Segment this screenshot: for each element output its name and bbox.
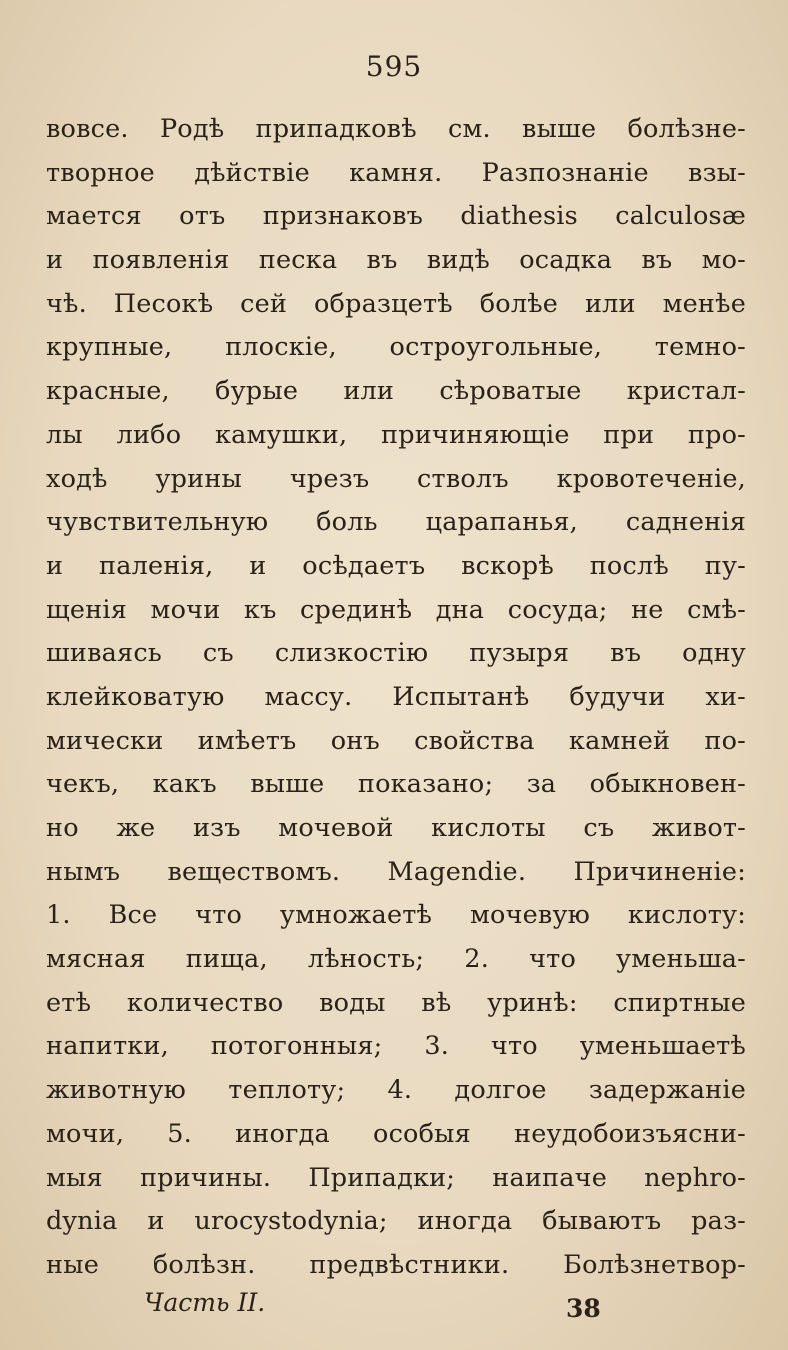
text-line: крупные, плоскіе, остроугольные, темно-	[46, 332, 746, 363]
text-line: чувствительную боль царапанья, садненія	[46, 507, 746, 538]
text-line: и появленія песка въ видѣ осадка въ мо-	[46, 245, 746, 276]
text-line: 1. Все что умножаетѣ мочевую кислоту:	[46, 900, 746, 931]
text-line: мочи, 5. иногда особыя неудобоизъясни-	[46, 1118, 746, 1149]
text-line: шиваясь съ слизкостію пузыря въ одну	[46, 638, 746, 669]
text-line: ходѣ урины чрезъ стволъ кровотеченіе,	[46, 463, 746, 494]
page-footer	[0, 1288, 788, 1328]
text-line: лы либо камушки, причиняющіе при про-	[46, 419, 746, 450]
text-line: и паленія, и осѣдаетъ вскорѣ послѣ пу-	[46, 550, 746, 581]
text-line: мясная пища, лѣность; 2. что уменьша-	[46, 944, 746, 975]
text-line: клейковатую массу. Испытанѣ будучи хи-	[46, 681, 746, 712]
text-line: напитки, потогонныя; 3. что уменьшаетѣ	[46, 1031, 746, 1062]
text-line: творное дѣйствіе камня. Разпознаніе взы-	[46, 157, 746, 188]
text-line: ные болѣзн. предвѣстники. Болѣзнетвор-	[46, 1249, 746, 1280]
body-text	[46, 108, 746, 1288]
text-line: чекъ, какъ выше показано; за обыкновен-	[46, 769, 746, 800]
text-line: животную теплоту; 4. долгое задержаніе	[46, 1075, 746, 1106]
sheet-number: 38	[566, 1294, 601, 1323]
text-line: dynia и urocystodynia; иногда бываютъ раз-	[46, 1206, 746, 1237]
text-line: етѣ количество воды вѣ уринѣ: спиртные	[46, 987, 746, 1018]
text-line: мается отъ признаковъ diathesis calculosæ	[46, 201, 746, 232]
page-number: 595	[365, 50, 423, 83]
text-line: щенія мочи къ срединѣ дна сосуда; не смѣ-	[46, 594, 746, 625]
text-line: вовсе. Родѣ припадковѣ см. выше болѣзне-	[46, 114, 746, 144]
text-line: мыя причины. Припадки; наипаче nephro-	[46, 1162, 746, 1193]
volume-signature: Часть II.	[144, 1288, 266, 1317]
text-line: но же изъ мочевой кислоты съ живот-	[46, 813, 746, 843]
text-line: мически имѣетъ онъ свойства камней по-	[46, 725, 746, 756]
text-line: красные, бурые или сѣроватые кристал-	[46, 376, 746, 407]
text-line: нымъ веществомъ. Magendie. Причиненіе:	[46, 856, 746, 887]
text-line: чѣ. Песокѣ сей образцетѣ болѣе или менѣе	[46, 288, 746, 319]
